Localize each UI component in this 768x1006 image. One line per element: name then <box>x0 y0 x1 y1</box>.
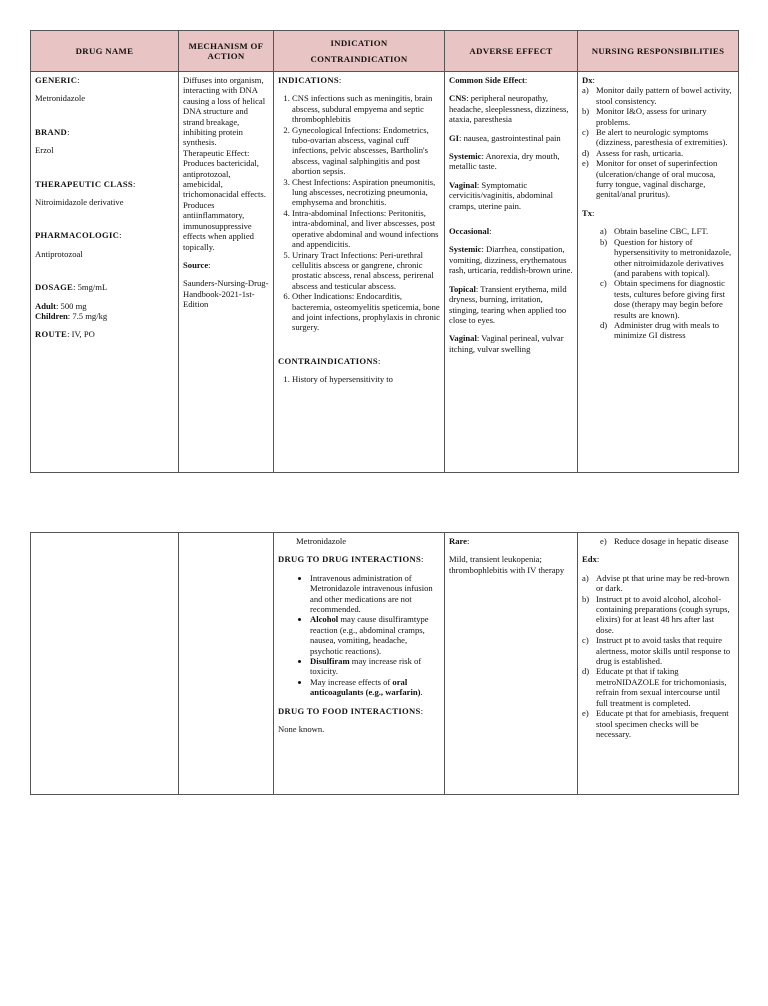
list-item <box>600 237 734 279</box>
list-text: Instruct pt to avoid alcohol, alcohol-containing preparations (cough syrups, elixirs) for at least 48 hrs after last dose. <box>596 593 730 635</box>
therapeutic-value: Nitroimidazole derivative <box>35 197 124 208</box>
list-item <box>600 278 734 320</box>
nursing-cell-cont: e) Reduce dosage in hepatic disease Edx: a) Advise pt that urine may be red-brown or dark. b) Instruct pt to avoid alcohol, alcohol-containing preparations (cough syrups, elixirs) for at least 48 hrs after last dose. c) Instruct pt to avoid tasks that require alertness, motor skills until response to drug is established. d) Educate pt that if taking metroNIDAZOLE for trichomoniasis, refrain from sexual intercourse until full treatment is completed. e) Educate pt that for amebiasis, frequent stool specimen checks will be necessary. <box>578 533 739 795</box>
list-item <box>582 573 734 594</box>
list-item <box>582 594 734 636</box>
tx-list <box>582 226 734 340</box>
nursing-cell: Dx: a) Monitor daily pattern of bowel activity, stool consistency. b) Monitor I&O, assess for urinary problems. c) Be alert to neurologic symptoms (dizziness, paresthesia of extremities). d) Assess for rash, urticaria. e) Monitor for onset of superinfection (ulceration/change of oral mucosa, furry tongue, vaginal discharge, genital/anal pruritus). Tx: a) Obtain baseline CBC, LFT. b) Question for history of hypersensitivity to metronidazole, other nitroimidazole derivatives (and parabens with topical). c) Obtain specimens for diagnostic tests, cultures before giving first dose (therapy may begin before results are known). d) Administer drug with meals to minimize GI distress <box>578 72 739 473</box>
list-item <box>600 536 734 546</box>
list-text: Educate pt that if taking metroNIDAZOLE for trichomoniasis, refrain from sexual intercourse until full treatment is completed. <box>596 666 727 708</box>
generic-value: Metronidazole <box>35 93 86 104</box>
list-item: 2. Gynecological Infections: Endometrics, tubo-ovarian abscess, vaginal cuff infections, pelvic abscesses, Bartholin's abscess, vaginal salphingitis and post abortion sepsis. <box>292 125 440 177</box>
rare-value: Mild, transient leukopenia; thrombophlebitis with IV therapy <box>449 554 565 575</box>
list-text: Instruct pt to avoid tasks that require alertness, motor skills until response to drug is established. <box>596 635 731 667</box>
indications-list <box>278 93 440 332</box>
list-item: 5. Urinary Tract Infections: Peri-urethral cellulitis abscess or gangrene, chronic prostatic abscess, renal abscess, perirenal abscess and testicular abscess. <box>292 250 440 292</box>
list-text: Administer drug with meals to minimize GI distress <box>614 319 720 341</box>
dx-list <box>582 85 734 199</box>
mechanism-cell: Diffuses into organism, interacting with DNA causing a loss of helical DNA structure and strand breakage, inhibiting protein synthesis. Therapeutic Effect: Produces bactericidal, antiprotozoal, amebicidal, trichomonacidal effects. Produces antiinflammatory, immunosuppressive effects when applied topically. Source: Saunders-Nursing-Drug-Handbook-2021-1st-Edition <box>179 72 274 473</box>
table-row <box>31 533 739 795</box>
list-item <box>582 85 734 106</box>
tx-list-cont <box>582 536 734 546</box>
list-item <box>582 635 734 666</box>
list-text: Monitor for onset of superinfection (ulceration/change of oral mucosa, furry tongue, vaginal discharge, genital/anal pruritus). <box>596 158 718 200</box>
list-item: 1. History of hypersensitivity to <box>292 374 440 384</box>
list-text: Be alert to neurologic symptoms (dizziness, paresthesia of extremities). <box>596 127 728 148</box>
list-item: 6. Other Indications: Endocarditis, bacteremia, osteomyelitis speticemia, bone and joint infections, prophylaxis in chronic surgery. <box>292 291 440 333</box>
list-item: • May increase effects of oral anticoagulants (e.g., warfarin). <box>310 677 440 698</box>
list-marker: a) <box>582 85 589 96</box>
header-drug-name: DRUG NAME <box>31 31 179 72</box>
list-text: Monitor I&O, assess for urinary problems. <box>596 106 707 127</box>
list-marker: c) <box>600 278 607 289</box>
list-text: Educate pt that for amebiasis, frequent stool specimen checks will be necessary. <box>596 708 729 739</box>
edx-list <box>582 573 734 740</box>
drug-interactions-list <box>278 573 440 698</box>
mechanism-cell-cont <box>179 533 274 795</box>
header-adverse-effect: ADVERSE EFFECT <box>445 31 578 72</box>
list-text: Question for history of hypersensitivity to metronidazole, other nitroimidazole derivatives (and parabens with topical). <box>614 236 732 278</box>
list-marker: b) <box>582 106 590 117</box>
list-text: Obtain specimens for diagnostic tests, cultures before giving first dose (therapy may begin before results are known). <box>614 278 725 320</box>
list-item: • Disulfiram may increase risk of toxicity. <box>310 656 440 677</box>
list-marker: e) <box>582 708 589 719</box>
drug-name-cell-cont <box>31 533 179 795</box>
list-item <box>600 320 734 341</box>
list-item <box>582 148 734 158</box>
list-marker: a) <box>582 572 589 583</box>
list-item <box>582 127 734 148</box>
list-item: 4. Intra-abdominal Infections: Peritonitis, intra-abdominal, and liver abscesses, post operative abdominal and wound infections and appendicitis. <box>292 208 440 250</box>
header-nursing: NURSING RESPONSIBILITIES <box>578 31 739 72</box>
list-marker: c) <box>582 127 589 138</box>
list-item: 3. Chest Infections: Aspiration pneumonitis, lung abscesses, necrotizing pneumonia, emphysema and bronchitis. <box>292 177 440 208</box>
adverse-effect-cell-cont: Rare: Mild, transient leukopenia; thrombophlebitis with IV therapy <box>445 533 578 795</box>
list-marker: b) <box>600 236 608 247</box>
list-item <box>582 708 734 739</box>
list-marker: c) <box>582 635 589 646</box>
list-text: Reduce dosage in hepatic disease <box>614 536 729 546</box>
list-marker: d) <box>600 319 608 330</box>
list-item <box>582 158 734 200</box>
indication-cell-cont: Metronidazole DRUG TO DRUG INTERACTIONS: • Intravenous administration of Metronidazole intravenous infusion and other medications are not recommended. • Alcohol may cause disulfiramtype reaction (e.g., abdominal cramps, nausea, vomiting, headache, psychotic reactions). • Disulfiram may increase risk of toxicity. • May increase effects of oral anticoagulants (e.g., warfarin). DRUG TO FOOD INTERACTIONS: None known. <box>274 533 445 795</box>
drug-table-page-2 <box>30 532 739 795</box>
list-marker: e) <box>582 158 589 169</box>
list-marker: d) <box>582 147 590 158</box>
list-item: • Intravenous administration of Metronidazole intravenous infusion and other medications are not recommended. <box>310 573 440 615</box>
pharmacologic-value: Antiprotozoal <box>35 248 83 259</box>
list-item: 1. CNS infections such as meningitis, brain abscess, subdural empyema and septic thrombophlebitis <box>292 93 440 124</box>
header-indication: INDICATION CONTRAINDICATION <box>274 31 445 72</box>
adverse-effect-cell: Common Side Effect: CNS: peripheral neuropathy, headache, sleeplessness, dizziness, ataxia, paresthesia GI: nausea, gastrointestinal pain Systemic: Anorexia, dry mouth, metallic taste. Vaginal: Symptomatic cervicitis/vaginitis, abdominal cramps, uterine pain. Occasional: Systemic: Diarrhea, constipation, vomiting, dizziness, erythematous rash, urticaria, reddish-brown urine. Topical: Transient erythema, mild dryness, burning, irritation, stinging, tearing when applied too close to eyes. Vaginal: Vaginal perineal, vulvar itching, vulvar swelling <box>445 72 578 473</box>
brand-value: Erzol <box>35 145 54 156</box>
contraindications-list <box>278 374 440 384</box>
list-marker: b) <box>582 593 590 604</box>
list-item <box>582 666 734 708</box>
drug-name-cell: GENERIC: Metronidazole BRAND: Erzol THERAPEUTIC CLASS: Nitroimidazole derivative PHARMACOLOGIC: Antiprotozoal DOSAGE: 5mg/mL Adult: 500 mg Children: 7.5 mg/kg ROUTE: IV, PO <box>31 72 179 473</box>
list-item <box>600 226 734 236</box>
drug-table-page-1 <box>30 30 739 473</box>
list-text: Assess for rash, urticaria. <box>596 147 684 158</box>
header-mechanism: MECHANISM OF ACTION <box>179 31 274 72</box>
source-value: Saunders-Nursing-Drug-Handbook-2021-1st-Edition <box>183 278 269 310</box>
list-item <box>582 106 734 127</box>
list-marker: a) <box>600 226 607 237</box>
list-marker: d) <box>582 666 590 677</box>
list-item: • Alcohol may cause disulfiramtype reaction (e.g., abdominal cramps, nausea, vomiting, headache, psychotic reactions). <box>310 614 440 656</box>
list-text: Monitor daily pattern of bowel activity, stool consistency. <box>596 85 732 106</box>
indication-cell: INDICATIONS: 1. CNS infections such as meningitis, brain abscess, subdural empyema and septic thrombophlebitis 2. Gynecological Infections: Endometrics, tubo-ovarian abscess, vaginal cuff infections, pelvic abscesses, Bartholin's abscess, vaginal salphingitis and post abortion sepsis. 3. Chest Infections: Aspiration pneumonitis, lung abscesses, necrotizing pneumonia, emphysema and bronchitis. 4. Intra-abdominal Infections: Peritonitis, intra-abdominal, and liver abscesses, post operative abdominal and wound infections and appendicitis. 5. Urinary Tract Infections: Peri-urethral cellulitis abscess or gangrene, chronic prostatic abscess, renal abscess, perirenal abscess and testicular abscess. 6. Other Indications: Endocarditis, bacteremia, osteomyelitis speticemia, bone and joint infections, prophylaxis in chronic surgery. CONTRAINDICATIONS: 1. History of hypersensitivity to <box>274 72 445 473</box>
list-text: Advise pt that urine may be red-brown or dark. <box>596 572 730 594</box>
table-header-row <box>31 31 739 72</box>
list-text: Obtain baseline CBC, LFT. <box>614 226 709 237</box>
list-marker: e) <box>600 536 607 546</box>
table-row <box>31 72 739 473</box>
food-interaction-value: None known. <box>278 724 325 735</box>
